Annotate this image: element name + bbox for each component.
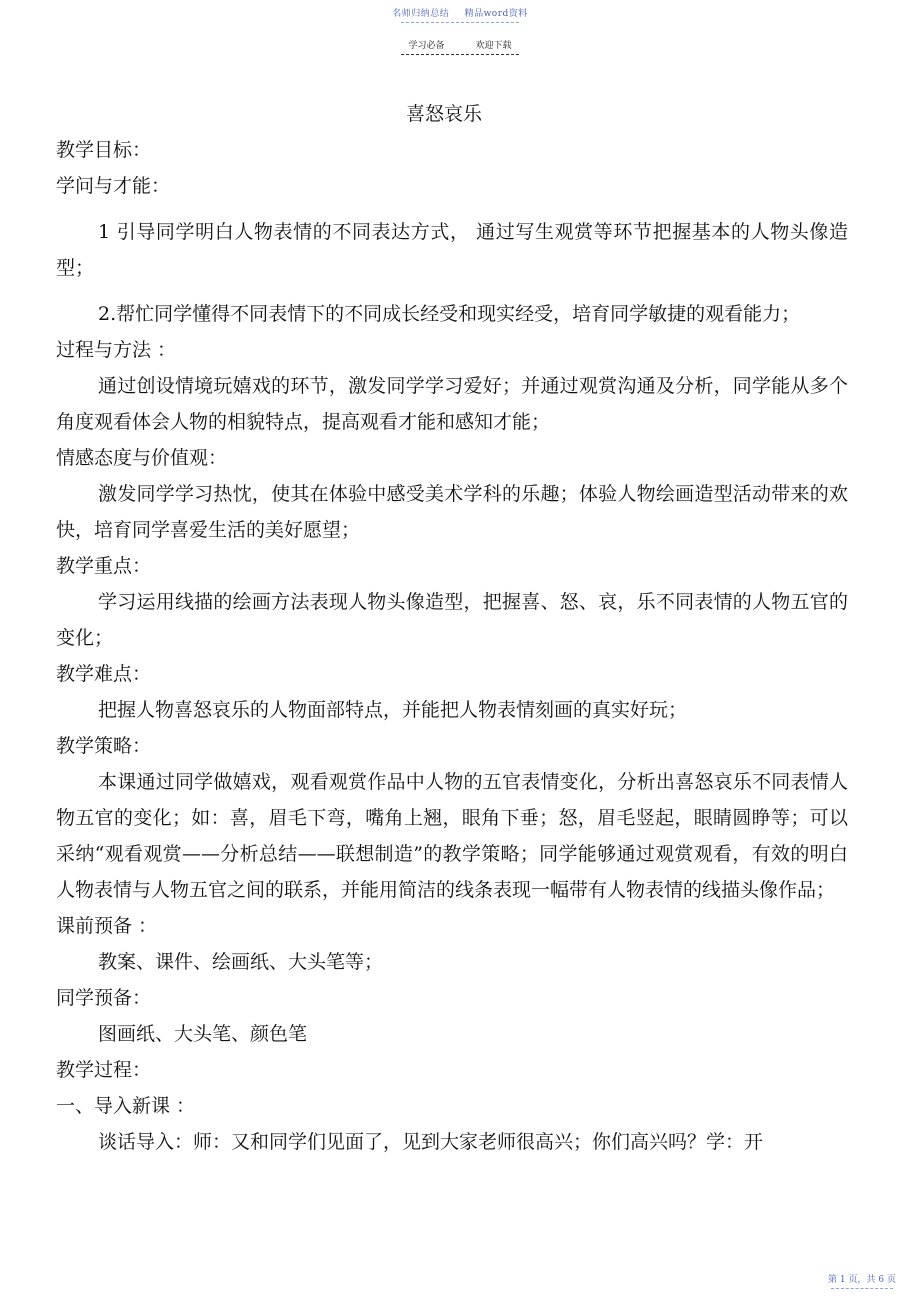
page-number: 第 1 页，共 6 页	[828, 1275, 896, 1285]
header-sub-left: 学习必备	[408, 41, 445, 51]
student-prep-heading: 同学预备：	[56, 987, 152, 1009]
prep-heading: 课前预备 ：	[56, 915, 158, 937]
teaching-process-heading: 教学过程：	[56, 1059, 152, 1081]
document-body	[56, 96, 848, 1160]
page-header	[0, 6, 920, 23]
header-sub-line	[0, 38, 920, 55]
process-heading: 过程与方法 ：	[56, 339, 177, 361]
goal-heading: 教学目标：	[56, 139, 152, 161]
section-1-paragraph: 谈话导入：师：又和同学们见面了，见到大家老师很高兴；你们高兴吗？学：开	[98, 1131, 764, 1153]
key-paragraph: 学习运用线描的绘画方法表现人物头像造型，把握喜、怒、哀，乐不同表情的人物五官的变化；	[56, 591, 848, 649]
emotion-paragraph: 激发同学学习热忱，使其在体验中感受美术学科的乐趣；体验人物绘画造型活动带来的欢快，培育同学喜爱生活的美好愿望；	[56, 483, 848, 541]
strategy-heading: 教学策略：	[56, 735, 152, 757]
footer-divider	[831, 1288, 893, 1289]
section-1-heading: 一、导入新课 ：	[56, 1095, 196, 1117]
header-divider	[401, 22, 519, 23]
knowledge-heading: 学问与才能：	[56, 175, 171, 197]
header-top-right: 精品word资料	[464, 9, 528, 19]
knowledge-item-1: 1 引导同学明白人物表情的不同表达方式， 通过写生观赏等环节把握基本的人物头像造型；	[56, 221, 848, 279]
emotion-heading: 情感态度与价值观：	[56, 447, 228, 469]
difficulty-paragraph: 把握人物喜怒哀乐的人物面部特点，并能把人物表情刻画的真实好玩；	[98, 699, 688, 721]
header-sub-divider	[401, 54, 519, 55]
header-top-left: 名师归纳总结	[392, 9, 450, 19]
knowledge-item-2: 2.帮忙同学懂得不同表情下的不同成长经受和现实经受，培育同学敏捷的观看能力；	[98, 303, 801, 325]
difficulty-heading: 教学难点：	[56, 663, 152, 685]
prep-paragraph: 教案、课件、绘画纸、大头笔等；	[98, 951, 384, 973]
student-prep-paragraph: 图画纸、大头笔、颜色笔	[98, 1023, 308, 1045]
key-heading: 教学重点：	[56, 555, 152, 577]
header-sub-right: 欢迎下载	[475, 41, 512, 51]
document-title: 喜怒哀乐	[405, 103, 482, 125]
process-paragraph: 通过创设情境玩嬉戏的环节，激发同学学习爱好；并通过观赏沟通及分析，同学能从多个角度观看体会人物的相貌特点，提高观看才能和感知才能；	[56, 375, 848, 433]
strategy-paragraph: 本课通过同学做嬉戏，观看观赏作品中人物的五官表情变化，分析出喜怒哀乐不同表情人物五官的变化；如：喜，眉毛下弯，嘴角上翘，眼角下垂；怒，眉毛竖起，眼睛圆睁等；可以采纳“观看观赏——分析总结——联想制造”的教学策略；同学能够通过观赏观看，有效的明白人物表情与人物五官之间的联系，并能用简洁的线条表现一幅带有人物表情的线描头像作品；	[56, 771, 848, 901]
page-footer	[812, 1272, 912, 1289]
header-top-line	[0, 6, 920, 19]
